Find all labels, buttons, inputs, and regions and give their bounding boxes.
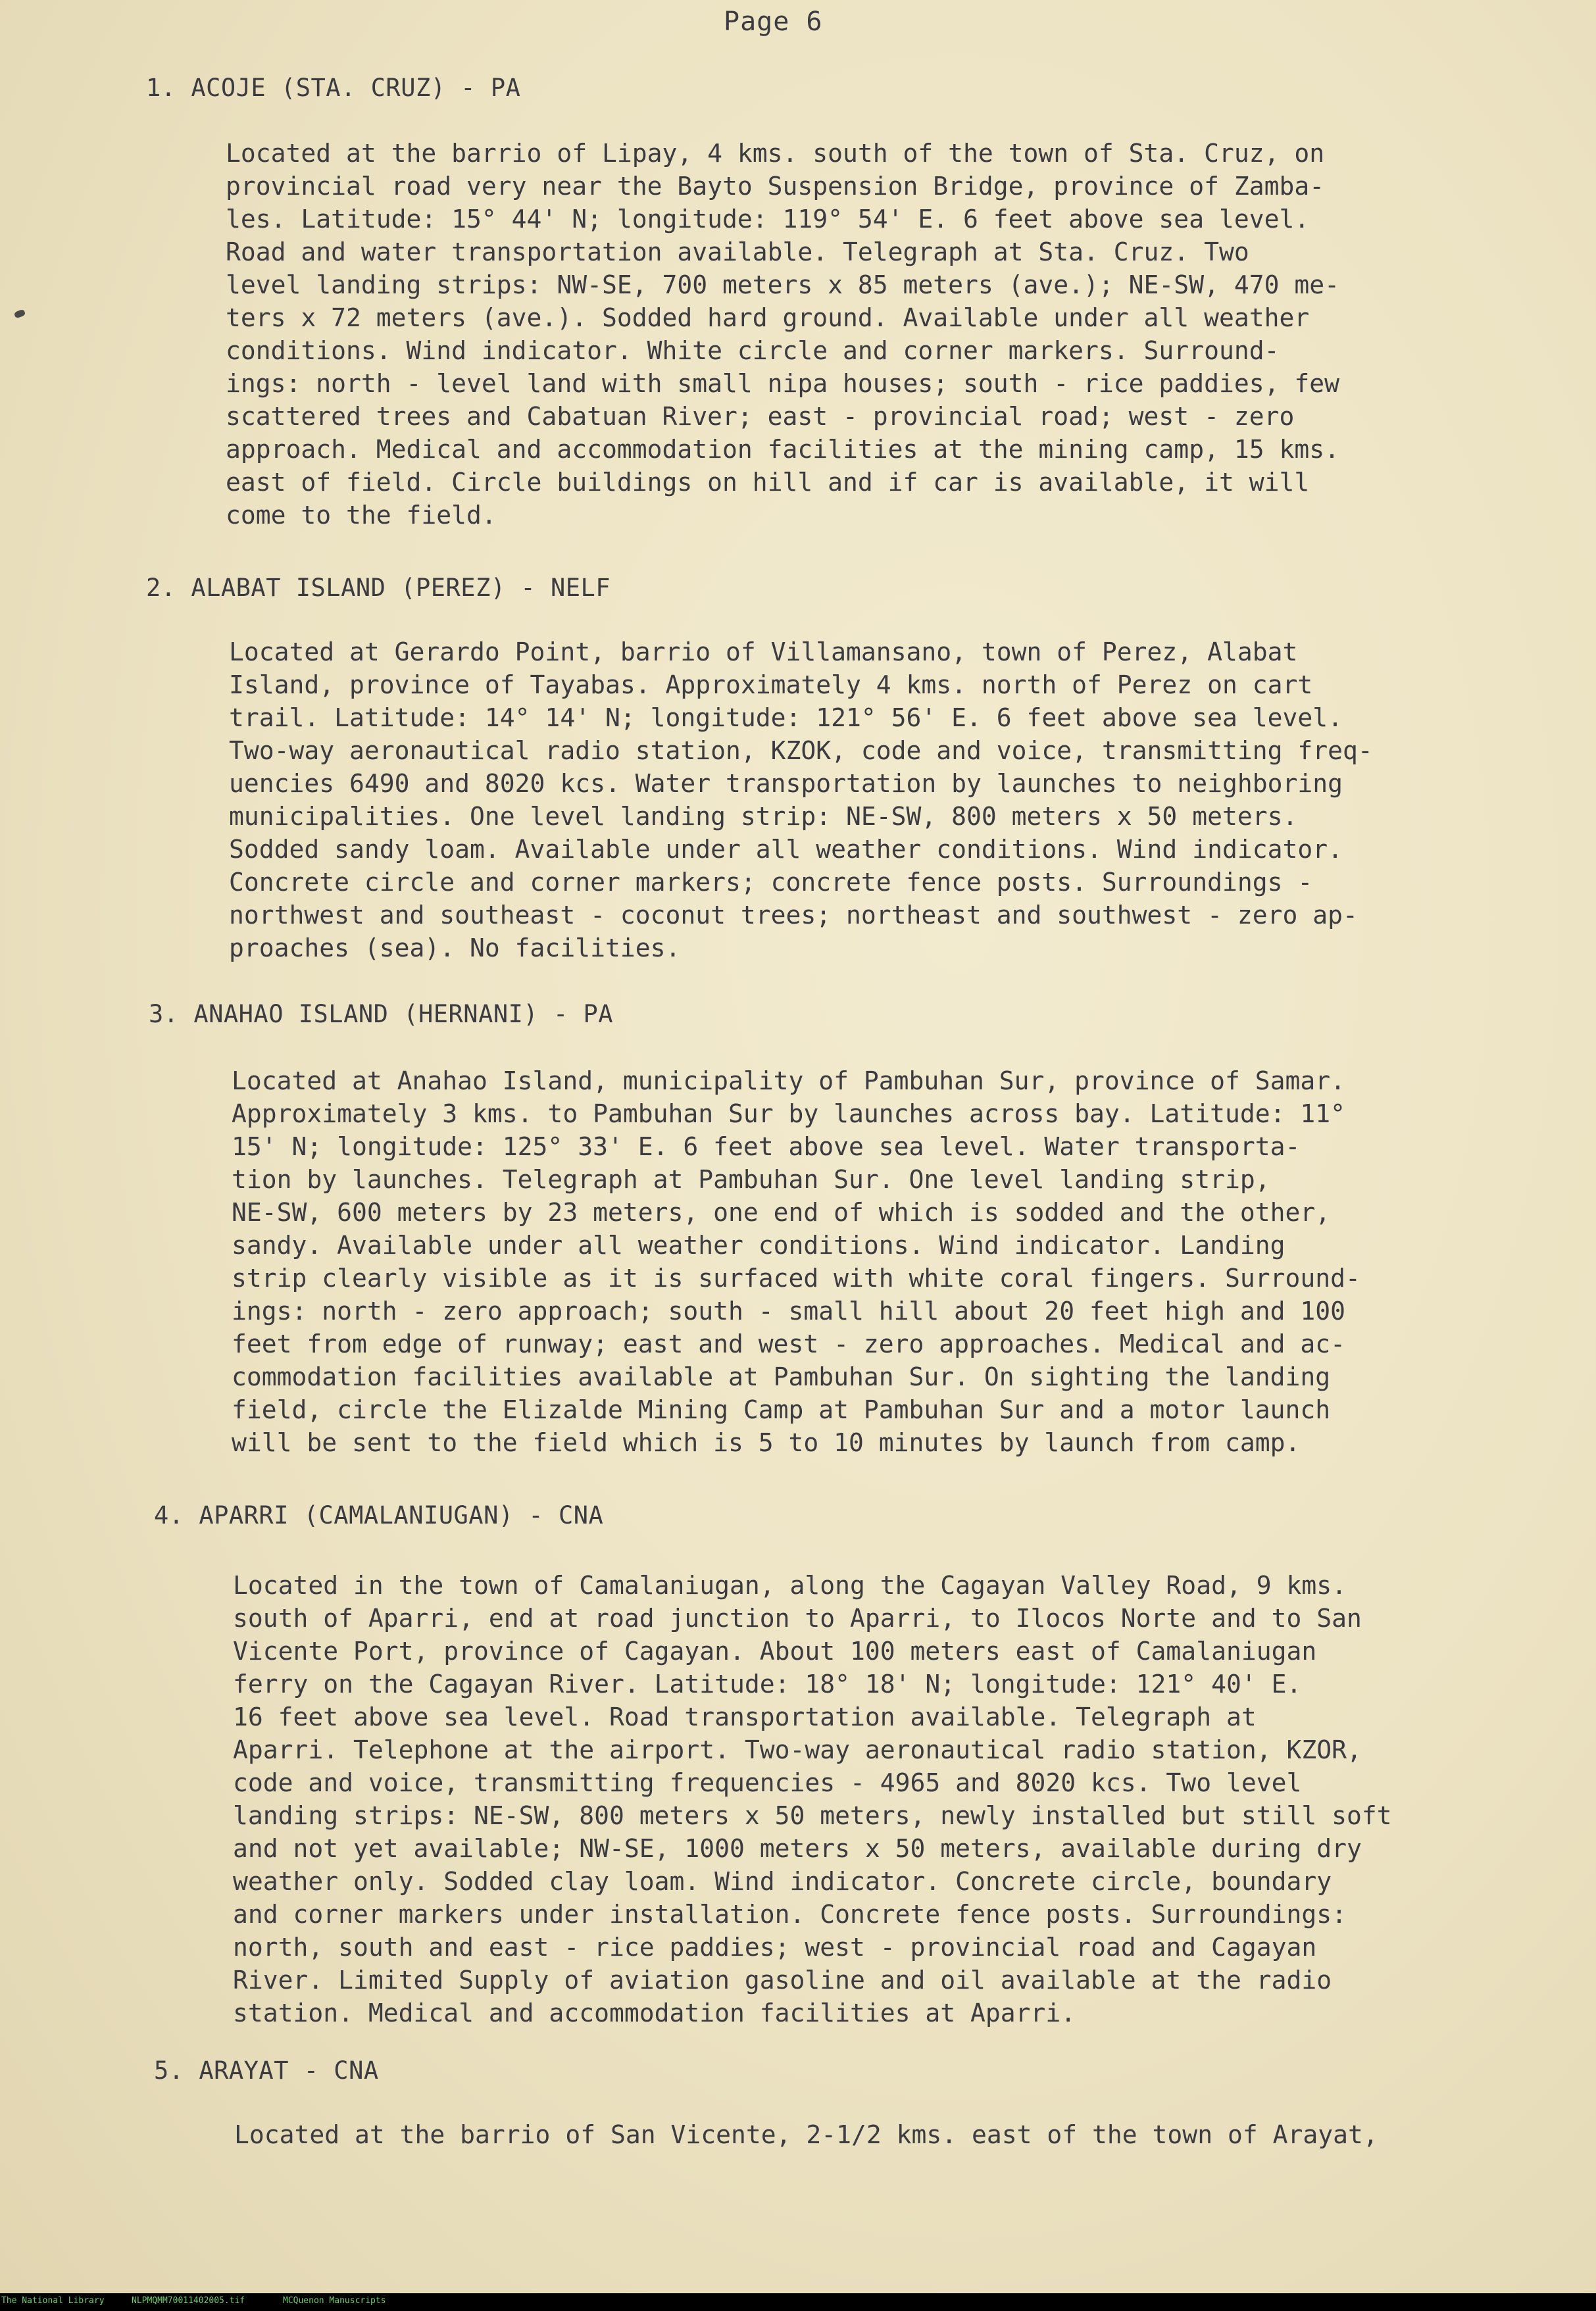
text-line: strip clearly visible as it is surfaced with white coral fingers. Surround-: [232, 1264, 1360, 1293]
text-line: les. Latitude: 15° 44' N; longitude: 119° 54' E. 6 feet above sea level.: [226, 205, 1310, 234]
text-line: provincial road very near the Bayto Suspension Bridge, province of Zamba-: [226, 172, 1325, 201]
text-line: south of Aparri, end at road junction to Aparri, to Ilocos Norte and to San: [233, 1604, 1362, 1633]
text-line: and not yet available; NW-SE, 1000 meters x 50 meters, available during dry: [233, 1834, 1362, 1863]
text-line: conditions. Wind indicator. White circle and corner markers. Surround-: [226, 336, 1280, 365]
text-line: sandy. Available under all weather conditions. Wind indicator. Landing: [232, 1231, 1285, 1260]
text-line: scattered trees and Cabatuan River; east - provincial road; west - zero: [226, 402, 1295, 431]
scan-footer-bar: [0, 2293, 1596, 2311]
text-line: level landing strips: NW-SE, 700 meters x 85 meters (ave.); NE-SW, 470 me-: [226, 270, 1339, 299]
text-line: Sodded sandy loam. Available under all weather conditions. Wind indicator.: [229, 835, 1343, 864]
entry-paragraph: [233, 1569, 1392, 2029]
text-line: trail. Latitude: 14° 14' N; longitude: 121° 56' E. 6 feet above sea level.: [229, 703, 1343, 732]
text-line: approach. Medical and accommodation facilities at the mining camp, 15 kms.: [226, 435, 1339, 464]
text-line: weather only. Sodded clay loam. Wind indicator. Concrete circle, boundary: [233, 1867, 1332, 1896]
text-line: Aparri. Telephone at the airport. Two-way aeronautical radio station, KZOR,: [233, 1735, 1362, 1764]
text-line: River. Limited Supply of aviation gasoline and oil available at the radio: [233, 1966, 1332, 1995]
ink-mark: [14, 309, 26, 319]
entry-heading: 2. ALABAT ISLAND (PEREZ) - NELF: [146, 574, 611, 602]
footer-collection-label: MCQuenon Manuscripts: [283, 2296, 386, 2306]
text-line: Two-way aeronautical radio station, KZOK, code and voice, transmitting freq-: [229, 736, 1373, 765]
entry-paragraph: [229, 635, 1373, 964]
text-line: and corner markers under installation. Concrete fence posts. Surroundings:: [233, 1900, 1347, 1929]
text-line: Vicente Port, province of Cagayan. About 100 meters east of Camalaniugan: [233, 1637, 1317, 1666]
text-line: northwest and southeast - coconut trees; northeast and southwest - zero ap-: [229, 901, 1358, 930]
text-line: come to the field.: [226, 501, 497, 530]
text-line: Road and water transportation available. Telegraph at Sta. Cruz. Two: [226, 237, 1249, 266]
entry-heading: 3. ANAHAO ISLAND (HERNANI) - PA: [149, 1000, 614, 1028]
text-line: tion by launches. Telegraph at Pambuhan Sur. One level landing strip,: [232, 1165, 1270, 1194]
entry-paragraph: [232, 1064, 1360, 1459]
text-line: Located at the barrio of San Vicente, 2-1/2 kms. east of the town of Arayat,: [234, 2120, 1378, 2149]
entry-paragraph: [234, 2118, 1378, 2151]
text-line: Approximately 3 kms. to Pambuhan Sur by launches across bay. Latitude: 11°: [232, 1099, 1345, 1128]
text-line: NE-SW, 600 meters by 23 meters, one end of which is sodded and the other,: [232, 1198, 1331, 1227]
text-line: proaches (sea). No facilities.: [229, 933, 681, 962]
text-line: Located at Anahao Island, municipality of Pambuhan Sur, province of Samar.: [232, 1066, 1345, 1095]
text-line: landing strips: NE-SW, 800 meters x 50 meters, newly installed but still soft: [233, 1801, 1392, 1830]
text-line: north, south and east - rice paddies; west - provincial road and Cagayan: [233, 1933, 1317, 1962]
text-line: 15' N; longitude: 125° 33' E. 6 feet above sea level. Water transporta-: [232, 1132, 1301, 1161]
text-line: Located at the barrio of Lipay, 4 kms. south of the town of Sta. Cruz, on: [226, 139, 1325, 168]
page-number: Page 6: [724, 7, 823, 37]
text-line: municipalities. One level landing strip: NE-SW, 800 meters x 50 meters.: [229, 802, 1298, 831]
text-line: 16 feet above sea level. Road transportation available. Telegraph at: [233, 1702, 1257, 1731]
footer-file-name: NLPMQMM70011402005.tif: [132, 2296, 245, 2306]
text-line: will be sent to the field which is 5 to 10 minutes by launch from camp.: [232, 1428, 1301, 1457]
text-line: Located in the town of Camalaniugan, along the Cagayan Valley Road, 9 kms.: [233, 1571, 1347, 1600]
entry-heading: 5. ARAYAT - CNA: [154, 2056, 379, 2085]
text-line: Located at Gerardo Point, barrio of Villamansano, town of Perez, Alabat: [229, 637, 1298, 666]
text-line: ters x 72 meters (ave.). Sodded hard ground. Available under all weather: [226, 303, 1310, 332]
text-line: station. Medical and accommodation facilities at Aparri.: [233, 1999, 1076, 2027]
entry-paragraph: [226, 137, 1339, 532]
text-line: feet from edge of runway; east and west - zero approaches. Medical and ac-: [232, 1329, 1345, 1358]
text-line: ings: north - zero approach; south - small hill about 20 feet high and 100: [232, 1297, 1345, 1326]
entry-heading: 4. APARRI (CAMALANIUGAN) - CNA: [154, 1501, 604, 1529]
text-line: east of field. Circle buildings on hill and if car is available, it will: [226, 468, 1310, 497]
text-line: field, circle the Elizalde Mining Camp at Pambuhan Sur and a motor launch: [232, 1395, 1331, 1424]
text-line: commodation facilities available at Pambuhan Sur. On sighting the landing: [232, 1362, 1331, 1391]
entry-heading: 1. ACOJE (STA. CRUZ) - PA: [146, 74, 521, 102]
text-line: Concrete circle and corner markers; concrete fence posts. Surroundings -: [229, 868, 1313, 897]
text-line: code and voice, transmitting frequencies - 4965 and 8020 kcs. Two level: [233, 1768, 1302, 1797]
text-line: uencies 6490 and 8020 kcs. Water transportation by launches to neighboring: [229, 769, 1343, 798]
text-line: Island, province of Tayabas. Approximately 4 kms. north of Perez on cart: [229, 670, 1313, 699]
footer-library-label: The National Library: [1, 2296, 105, 2306]
text-line: ferry on the Cagayan River. Latitude: 18° 18' N; longitude: 121° 40' E.: [233, 1670, 1302, 1699]
text-line: ings: north - level land with small nipa houses; south - rice paddies, few: [226, 369, 1339, 398]
